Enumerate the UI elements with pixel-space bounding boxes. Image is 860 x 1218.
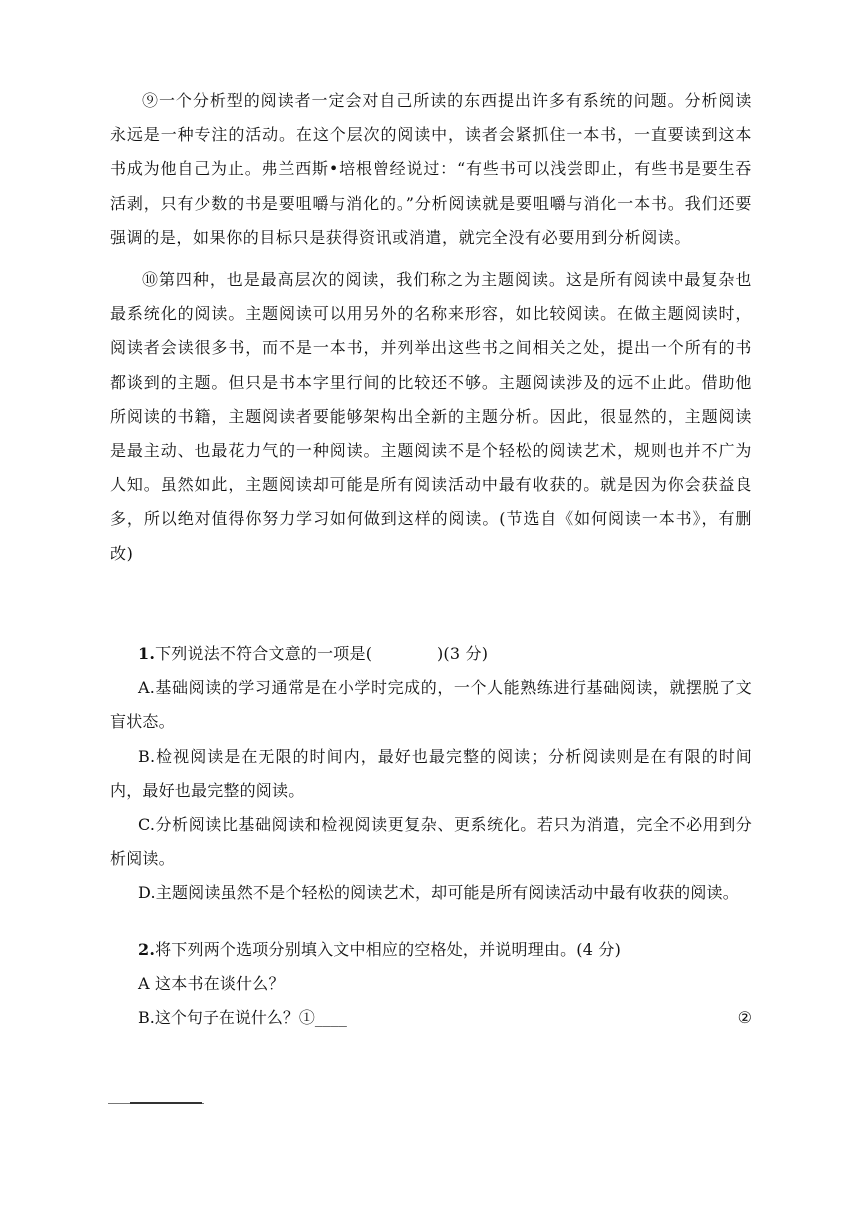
passage: [110, 84, 752, 571]
question-2-blank-row: [110, 1001, 752, 1035]
question-2-stem: [110, 933, 752, 967]
question-2-option-a: A 这本书在谈什么？: [138, 973, 285, 993]
question-2-number: 2.: [138, 939, 156, 959]
paragraph-9: ⑨一个分析型的阅读者一定会对自己所读的东西提出许多有系统的问题。分析阅读永远是一种专注的活动。在这个层次的阅读中，读者会紧抓住一本书，一直要读到这本书成为他自己为止。弗兰西斯•培根曾经说过：“有些书可以浅尝即止，有些书是要生吞活剥，只有少数的书是要咀嚼与消化的。”分析阅读就是要咀嚼与消化一本书。我们还要强调的是，如果你的目标只是获得资讯或消遣，就完全没有必要用到分析阅读。: [110, 91, 752, 247]
question-2-text: 将下列两个选项分别填入文中相应的空格处，并说明理由。(4 分): [155, 939, 622, 959]
option-a: A.基础阅读的学习通常是在小学时完成的，一个人能熟练进行基础阅读，就摆脱了文盲状态。: [110, 678, 752, 732]
option-d: D.主题阅读虽然不是个轻松的阅读艺术，却可能是所有阅读活动中最有收获的阅读。: [138, 883, 739, 903]
option-c: C.分析阅读比基础阅读和检视阅读更复杂、更系统化。若只为消遣，完全不必用到分析阅读。: [110, 815, 752, 869]
question-1-stem: [110, 637, 752, 671]
questions: [110, 637, 752, 1035]
question-1-number: 1.: [138, 644, 156, 663]
paragraph-10: ⑩第四种，也是最高层次的阅读，我们称之为主题阅读。这是所有阅读中最复杂也最系统化的阅读。主题阅读可以用另外的名称来形容，如比较阅读。在做主题阅读时，阅读者会读很多书，而不是一本书，并列举出这些书之间相关之处，提出一个所有的书都谈到的主题。但只是书本字里行间的比较还不够。主题阅读涉及的远不止此。借助他所阅读的书籍，主题阅读者要能够架构出全新的主题分析。因此，很显然的，主题阅读是最主动、也最花力气的一种阅读。主题阅读不是个轻松的阅读艺术，规则也并不广为人知。虽然如此，主题阅读却可能是所有阅读活动中最有收获的。就是因为你会获益良多，所以绝对值得你努力学习如何做到这样的阅读。(节选自《如何阅读一本书》，有删改): [110, 270, 752, 563]
question-2-option-b: B.这个句子在说什么？①____: [138, 1008, 347, 1028]
blank-2-marker: ②: [737, 1008, 752, 1028]
footnote-divider: [108, 1103, 204, 1104]
question-1-text: 下列说法不符合文意的一项是( )(3 分): [155, 644, 489, 663]
option-b: B.检视阅读是在无限的时间内，最好也最完整的阅读；分析阅读则是在有限的时间内，最好也最完整的阅读。: [110, 746, 752, 800]
